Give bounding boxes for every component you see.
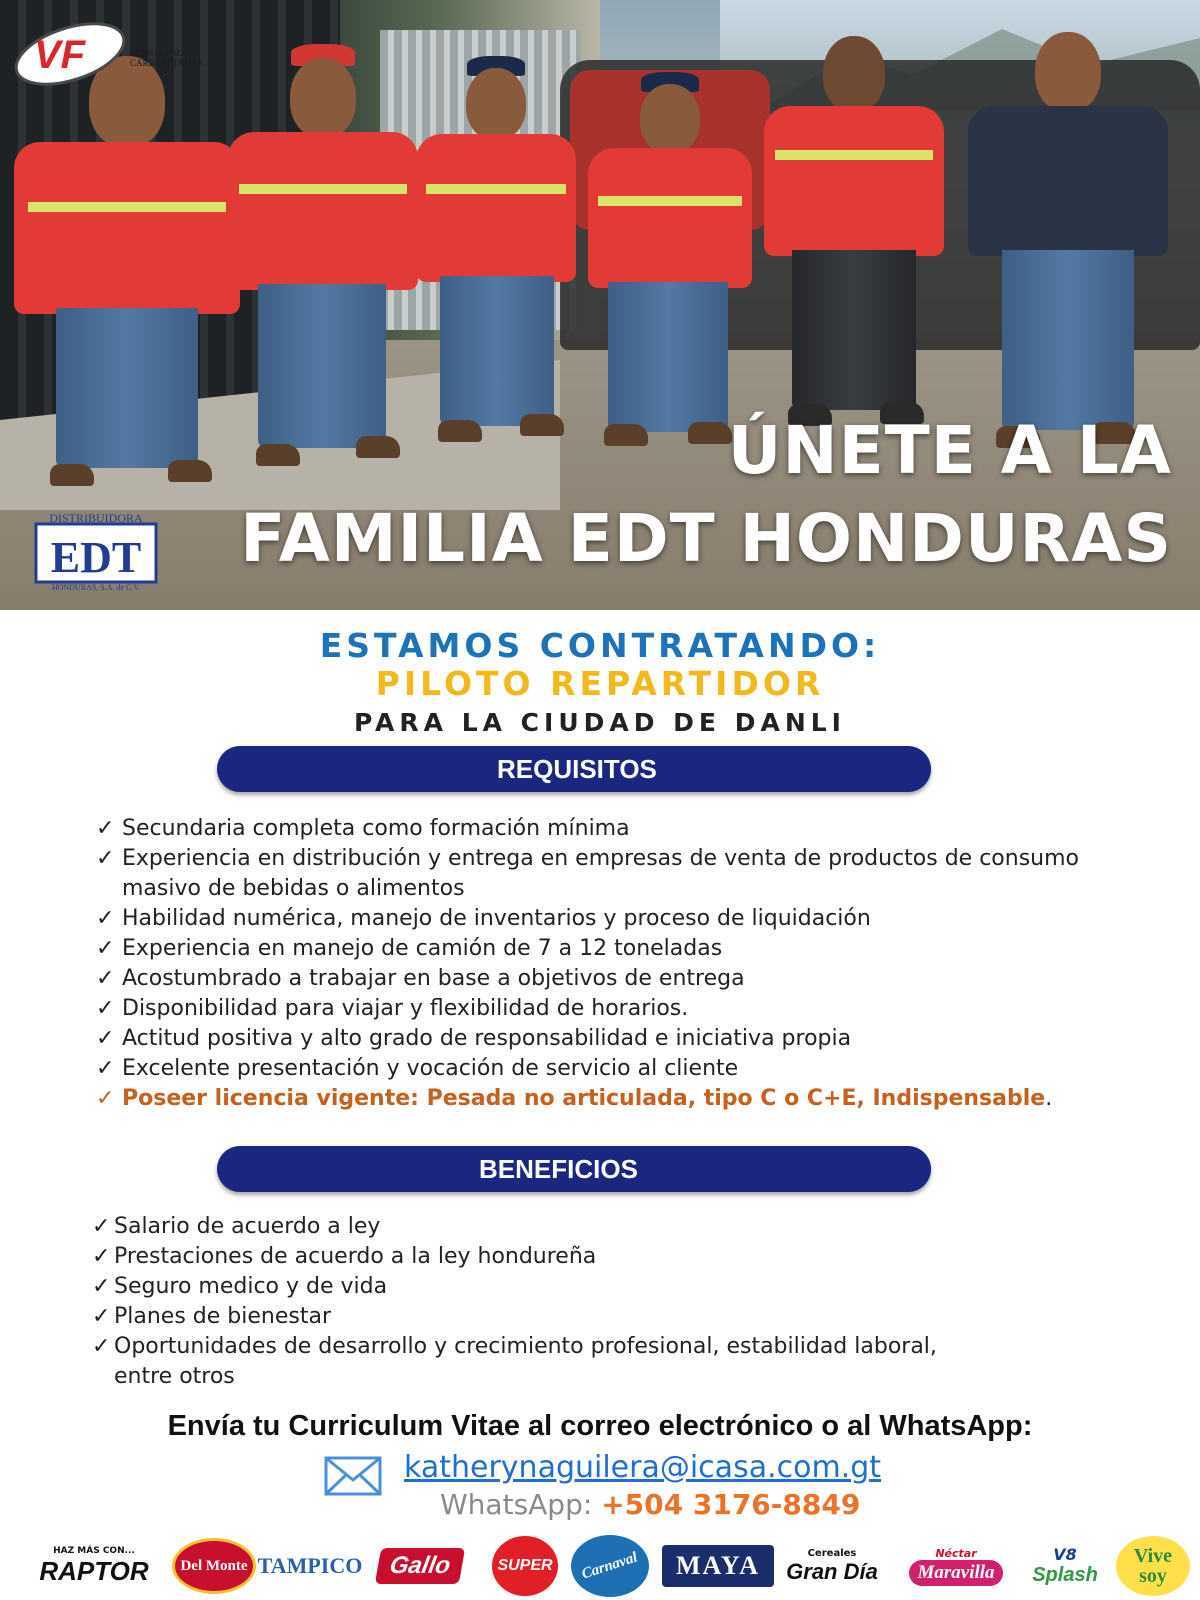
vf-logo-mark (12, 10, 203, 90)
hero-photo (0, 0, 1200, 610)
svg-text:HONDURAS, S.A. de C.V.: HONDURAS, S.A. de C.V. (51, 583, 141, 592)
brand-logo-v8-splash: V8 Splash (1032, 1545, 1098, 1586)
list-item: ✓ Planes de bienestar (92, 1302, 1092, 1332)
list-item: ✓ Actitud positiva y alto grado de responsabilidad e iniciativa propia (96, 1024, 1156, 1054)
benefits-banner (217, 1146, 931, 1192)
checkmark-icon: ✓ (96, 996, 115, 1021)
list-item: ✓ Experiencia en manejo de camión de 7 a 12 toneladas (96, 934, 1156, 964)
brand-logo-gran-dia: Cereales Gran Día (786, 1547, 878, 1584)
checkmark-icon: ✓ (96, 1086, 115, 1111)
team-member (228, 40, 418, 470)
list-item: ✓ Acostumbrado a trabajar en base a objetivos de entrega (96, 964, 1156, 994)
team-member (968, 26, 1168, 456)
list-item: ✓ Salario de acuerdo a ley (92, 1212, 1092, 1242)
brand-logo-maravilla: Néctar Maravilla (904, 1534, 1008, 1598)
whatsapp-number[interactable]: +504 3176-8849 (601, 1488, 861, 1521)
list-item: ✓ Oportunidades de desarrollo y crecimiento profesional, estabilidad laboral, entre otros (92, 1334, 937, 1389)
email-link[interactable]: katherynaguilera@icasa.com.gt (404, 1450, 882, 1485)
checkmark-icon: ✓ (96, 1056, 115, 1081)
brand-logo-delmonte: Del Monte (172, 1534, 256, 1598)
requirements-list (96, 814, 1156, 1114)
benefits-title: BENEFICIOS (479, 1154, 638, 1184)
checkmark-icon: ✓ (96, 1026, 115, 1051)
brand-logo-vive-soy: Vive soy (1116, 1534, 1190, 1598)
team-member (416, 54, 576, 444)
list-item: ✓ Excelente presentación y vocación de servicio al cliente (96, 1054, 1156, 1084)
team-member (764, 36, 944, 426)
checkmark-icon: ✓ (96, 906, 115, 931)
requirements-title: REQUISITOS (497, 754, 657, 784)
hiring-heading: ESTAMOS CONTRATANDO: (319, 626, 881, 665)
vf-logo (12, 10, 203, 90)
license-requirement: ✓ Poseer licencia vigente: Pesada no articulada, tipo C o C+E, Indispensable. (96, 1084, 1156, 1114)
position-title: PILOTO REPARTIDOR (375, 664, 825, 703)
requirements-banner (217, 746, 931, 792)
benefits-list (92, 1212, 1092, 1392)
hero-title-line2: FAMILIA EDT HONDURAS (240, 500, 1172, 577)
brand-logo-super: SUPER (490, 1534, 560, 1598)
svg-text:DISTRIBUIDORA: DISTRIBUIDORA (49, 511, 143, 525)
envelope-icon (324, 1456, 382, 1496)
checkmark-icon: ✓ (96, 936, 115, 961)
team-member (14, 46, 240, 486)
team-member (588, 70, 752, 450)
city-subtitle: PARA LA CIUDAD DE DANLI (354, 708, 846, 737)
svg-text:VF: VF (34, 33, 86, 77)
brand-logo-gallo: Gallo (364, 1534, 476, 1598)
edt-logo (34, 512, 158, 592)
list-item: ✓ Disponibilidad para viajar y flexibilidad de horarios. (96, 994, 1156, 1024)
checkmark-icon: ✓ (92, 1304, 111, 1329)
checkmark-icon: ✓ (96, 816, 115, 841)
whatsapp-contact (440, 1488, 860, 1521)
checkmark-icon: ✓ (92, 1274, 111, 1299)
checkmark-icon: ✓ (92, 1244, 111, 1269)
hero-title-line1: ÚNETE A LA (727, 412, 1172, 489)
list-item: ✓ Experiencia en distribución y entrega en empresas de venta de productos de consumo masivo de bebidas o alimentos (96, 846, 1079, 901)
brand-logo-maya: MAYA (668, 1534, 768, 1598)
list-item: ✓ Habilidad numérica, manejo de inventarios y proceso de liquidación (96, 904, 1156, 934)
checkmark-icon: ✓ (96, 966, 115, 991)
cta-text: Envía tu Curriculum Vitae al correo electrónico o al WhatsApp: (167, 1410, 1033, 1442)
checkmark-icon: ✓ (96, 846, 115, 871)
brand-logo-raptor: HAZ MÁS CON... RAPTOR (39, 1545, 149, 1586)
svg-text:BEBIDAS NO: BEBIDAS NO (130, 48, 184, 58)
whatsapp-label: WhatsApp: (440, 1488, 602, 1521)
checkmark-icon: ✓ (92, 1334, 111, 1359)
list-item: ✓ Seguro medico y de vida (92, 1272, 1092, 1302)
checkmark-icon: ✓ (92, 1214, 111, 1239)
brand-logo-carnaval: Carnaval (570, 1534, 650, 1598)
list-item: ✓ Prestaciones de acuerdo a la ley hondureña (92, 1242, 1092, 1272)
brand-logos-strip (0, 1528, 1200, 1600)
svg-text:CARBONATADAS: CARBONATADAS (130, 58, 203, 68)
list-item: ✓ Secundaria completa como formación mínima (96, 814, 1156, 844)
brand-logo-tampico: TAMPICO (257, 1553, 363, 1578)
edt-logo-mark (34, 512, 158, 592)
svg-text:EDT: EDT (50, 533, 142, 582)
